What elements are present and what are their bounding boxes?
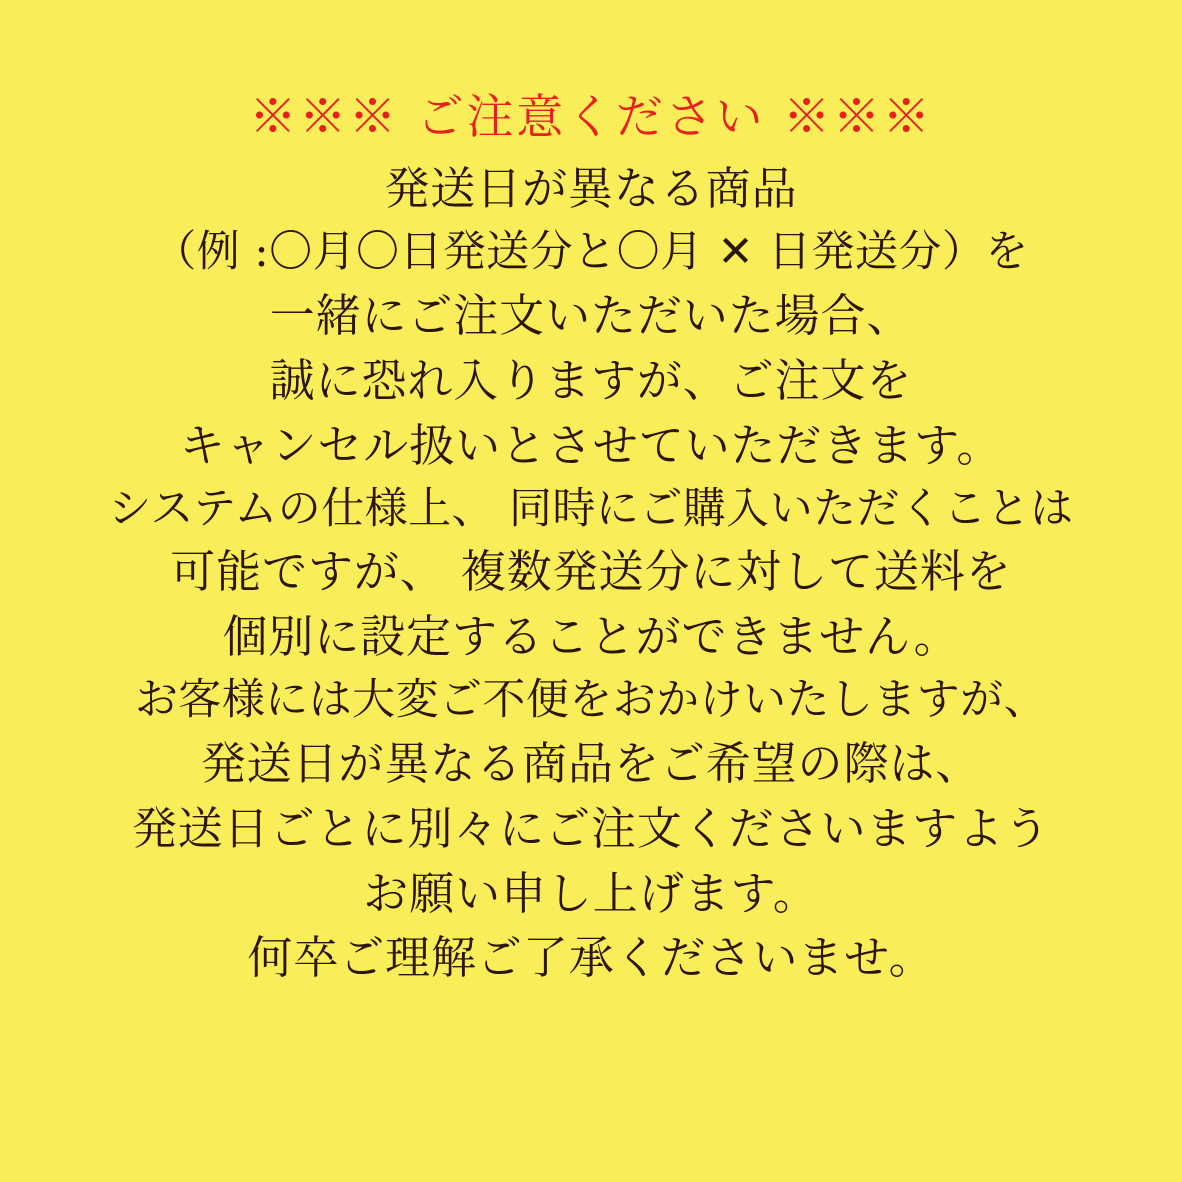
notice-line: 一緒にご注文いただいた場合、 bbox=[269, 289, 913, 343]
notice-heading: ※※※ ご注意ください ※※※ bbox=[249, 90, 933, 145]
notice-line: 個別に設定することができません。 bbox=[222, 610, 960, 664]
notice-body bbox=[28, 157, 1154, 991]
notice-line: お願い申し上げます。 bbox=[363, 866, 819, 920]
notice-line: （例 :〇月〇日発送分と〇月 ✕ 日発送分）を bbox=[153, 227, 1029, 278]
notice-line: 何卒ご理解ご了承くださいませ。 bbox=[247, 931, 935, 985]
notice-line: システムの仕様上、 同時にご購入いただくことは bbox=[108, 483, 1074, 534]
notice-line: 発送日ごとに別々にご注文くださいますよう bbox=[131, 801, 1050, 855]
notice-line: 発送日が異なる商品 bbox=[384, 162, 798, 216]
notice-line: 誠に恐れ入りますが、ご注文を bbox=[269, 353, 913, 407]
notice-line: キャンセル扱いとさせていただきます。 bbox=[179, 418, 1003, 472]
notice-line: お客様には大変ご不便をおかけいたしますが、 bbox=[134, 675, 1048, 726]
notice-line: 可能ですが、 複数発送分に対して送料を bbox=[170, 545, 1012, 599]
notice-line: 発送日が異なる商品をご希望の際は、 bbox=[200, 736, 982, 790]
